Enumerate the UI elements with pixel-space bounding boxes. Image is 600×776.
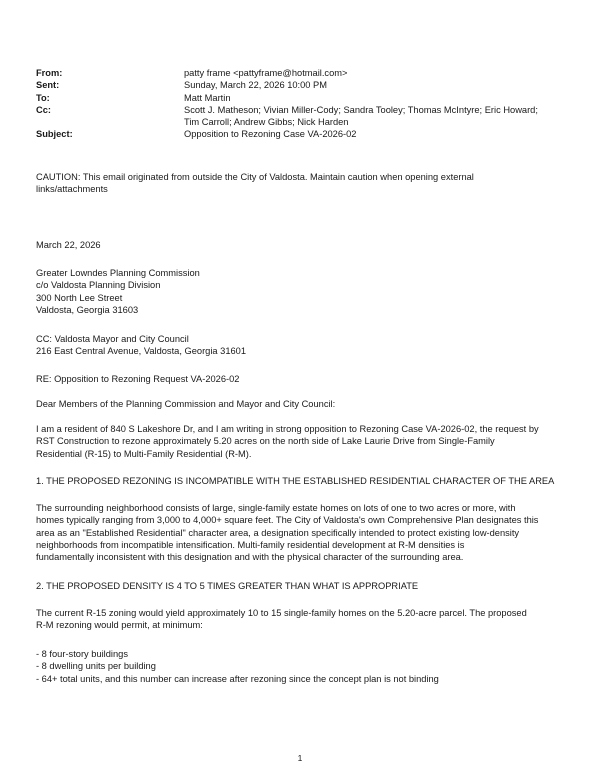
paragraph-line: fundamentally inconsistent with this designation and with the physical character of the surrounding area. — [36, 552, 464, 563]
section2-heading: 2. THE PROPOSED DENSITY IS 4 TO 5 TIMES GREATER THAN WHAT IS APPROPRIATE — [36, 581, 419, 591]
intro-paragraph — [36, 423, 568, 460]
salutation: Dear Members of the Planning Commission and Mayor and City Council: — [36, 399, 336, 409]
email-header — [36, 67, 576, 141]
caution-line: links/attachments — [36, 184, 108, 195]
section2-paragraph — [36, 607, 568, 632]
address-line: Greater Lowndes Planning Commission — [36, 268, 200, 278]
letter-date: March 22, 2026 — [36, 240, 101, 250]
page-number: 1 — [297, 753, 303, 763]
caution-line: CAUTION: This email originated from outside the City of Valdosta. Maintain caution when opening external — [36, 172, 474, 182]
cc-label: Cc: — [36, 104, 51, 115]
paragraph-line: The current R-15 zoning would yield approximately 10 to 15 single-family homes on the 5.20-acre parcel. The proposed — [36, 608, 527, 618]
cc-line: 216 East Central Avenue, Valdosta, Georgia 31601 — [36, 346, 247, 357]
caution-notice — [36, 171, 568, 196]
cc-row — [36, 104, 576, 129]
cc-value-line: Tim Carroll; Andrew Gibbs; Nick Harden — [184, 117, 349, 128]
subject-label: Subject: — [36, 129, 73, 140]
section1-paragraph — [36, 502, 568, 563]
density-list — [36, 648, 568, 685]
from-value: patty frame <pattyframe@hotmail.com> — [184, 68, 348, 78]
address-line: 300 North Lee Street — [36, 292, 123, 303]
sent-label: Sent: — [36, 80, 60, 91]
list-item: - 8 four-story buildings — [36, 649, 128, 659]
subject-row — [36, 128, 576, 140]
to-label: To: — [36, 92, 50, 103]
cc-line: CC: Valdosta Mayor and City Council — [36, 334, 189, 344]
cc-value-line: Scott J. Matheson; Vivian Miller-Cody; Sandra Tooley; Thomas McIntyre; Eric Howard; — [184, 104, 538, 115]
address-line: c/o Valdosta Planning Division — [36, 280, 161, 291]
cc-value — [184, 104, 576, 129]
sent-value: Sunday, March 22, 2026 10:00 PM — [184, 80, 327, 91]
paragraph-line: R-M rezoning would permit, at minimum: — [36, 620, 203, 631]
paragraph-line: Residential (R-15) to Multi-Family Residential (R-M). — [36, 448, 252, 459]
recipient-address — [36, 267, 568, 316]
paragraph-line: area as an "Established Residential" character area, a designation specifically intended to protect existing low-density — [36, 527, 520, 538]
section1-heading: 1. THE PROPOSED REZONING IS INCOMPATIBLE WITH THE ESTABLISHED RESIDENTIAL CHARACTER OF THE AREA — [36, 476, 555, 486]
from-row — [36, 67, 576, 79]
to-row — [36, 92, 576, 104]
to-value: Matt Martin — [184, 92, 231, 103]
sent-row — [36, 79, 576, 91]
subject-value: Opposition to Rezoning Case VA-2026-02 — [184, 129, 357, 140]
paragraph-line: homes typically ranging from 3,000 to 4,000+ square feet. The City of Valdosta's own Comprehensive Plan designates this — [36, 515, 539, 526]
list-item: - 8 dwelling units per building — [36, 661, 156, 672]
paragraph-line: The surrounding neighborhood consists of large, single-family estate homes on lots of one to two acres or more, with — [36, 503, 516, 513]
list-item: - 64+ total units, and this number can increase after rezoning since the concept plan is not binding — [36, 673, 439, 684]
re-line: RE: Opposition to Rezoning Request VA-2026-02 — [36, 374, 240, 384]
cc-block — [36, 333, 568, 358]
paragraph-line: neighborhoods from incompatible intensification. Multi-family residential development at R-M densities is — [36, 539, 465, 550]
from-label: From: — [36, 68, 63, 78]
paragraph-line: I am a resident of 840 S Lakeshore Dr, and I am writing in strong opposition to Rezoning Case VA-2026-02, the request by — [36, 424, 539, 434]
paragraph-line: RST Construction to rezone approximately 5.20 acres on the north side of Lake Laurie Drive from Single-Family — [36, 436, 495, 447]
address-line: Valdosta, Georgia 31603 — [36, 304, 139, 315]
